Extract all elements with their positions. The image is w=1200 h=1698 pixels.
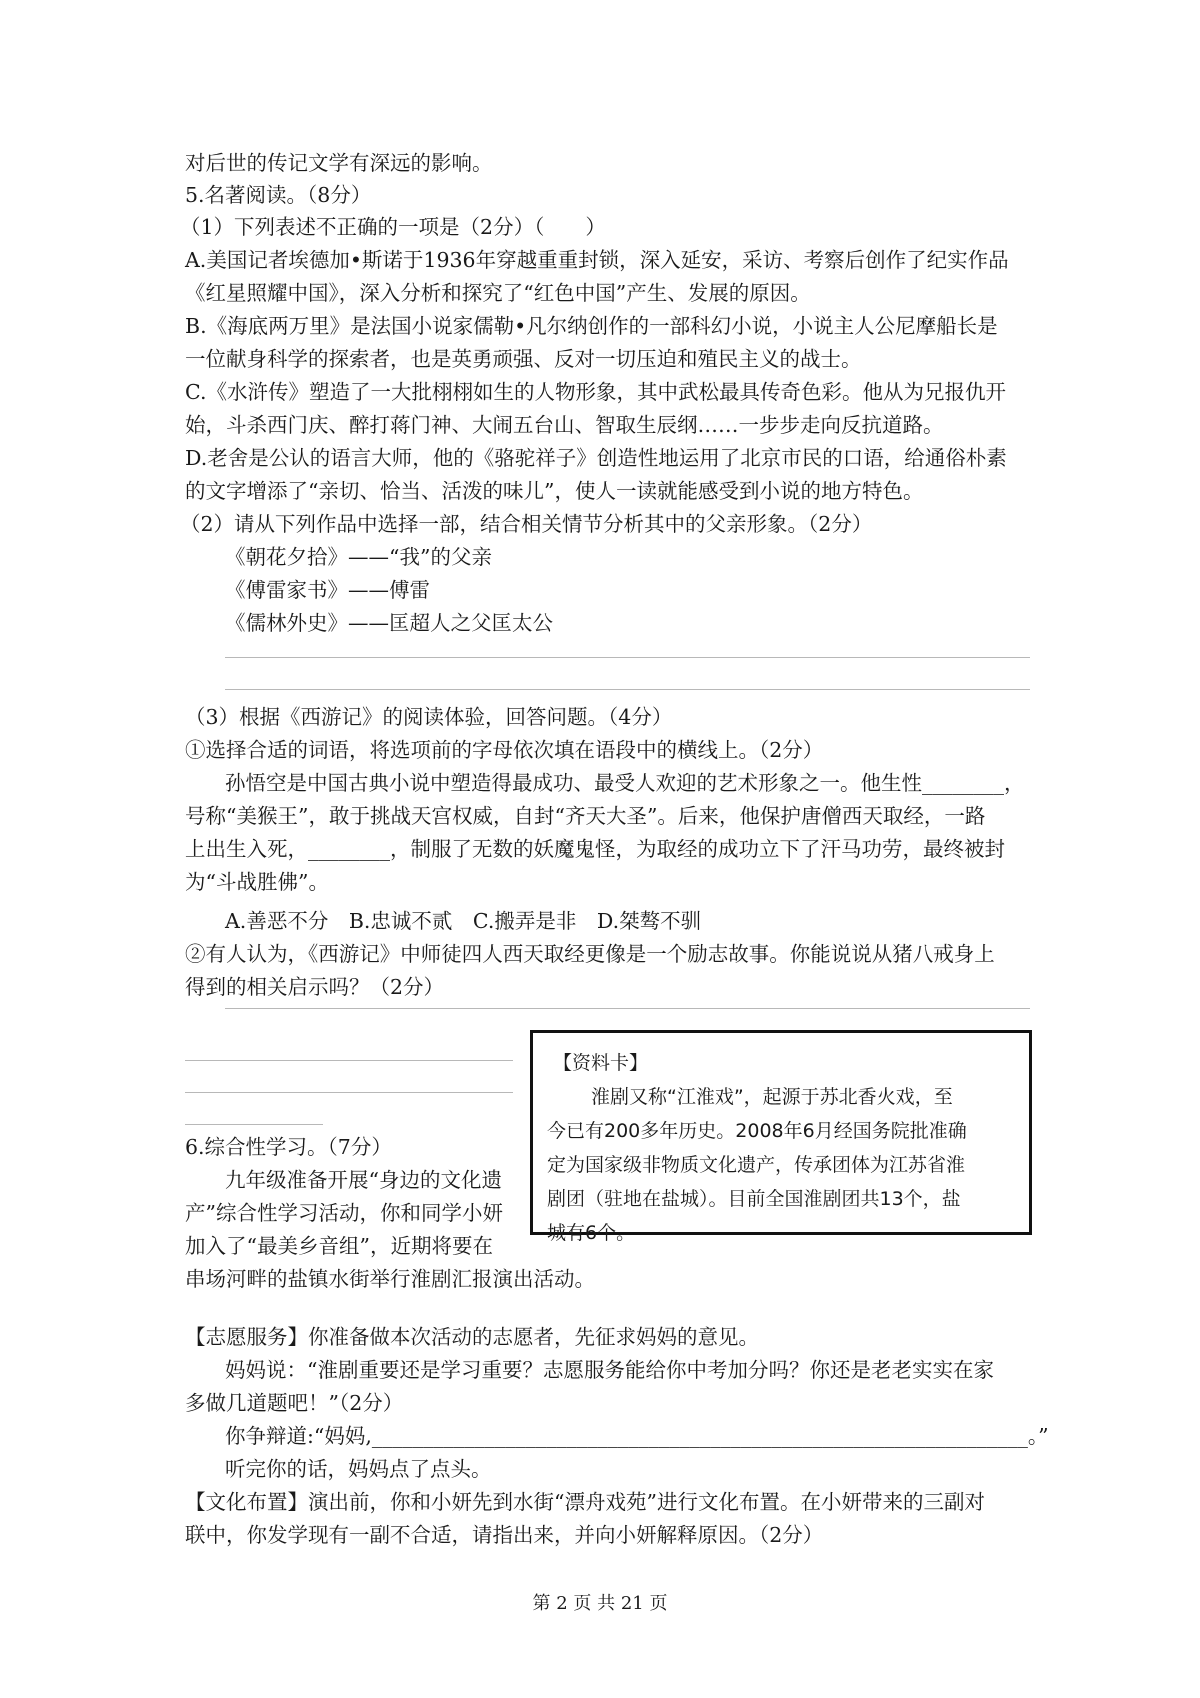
question-6-text: 九年级准备开展“身边的文化遗 bbox=[225, 1168, 502, 1192]
info-card-line: 城有6个。 bbox=[547, 1222, 636, 1244]
option-a-cont: 《红星照耀中国》，深入分析和探究了“红色中国”产生、发展的原因。 bbox=[185, 281, 811, 305]
passage-line: 号称“美猴王”，敢于挑战天宫权威，自封“齐天大圣”。后来，他保护唐僧西天取经，一路 bbox=[185, 804, 986, 828]
info-card-line: 定为国家级非物质文化遗产，传承团体为江苏省淮 bbox=[547, 1154, 966, 1176]
info-card-line: 淮剧又称“江淮戏”，起源于苏北香火戏，至 bbox=[591, 1086, 953, 1108]
question-5-3-2: ②有人认为，《西游记》中师徒四人西天取经更像是一个励志故事。你能说说从猪八戒身上 bbox=[185, 942, 995, 966]
answer-line[interactable] bbox=[185, 1124, 323, 1125]
info-card-line: 剧团（驻地在盐城）。目前全国淮剧团共13个，盐 bbox=[547, 1188, 961, 1210]
answer-line[interactable] bbox=[185, 1060, 513, 1061]
option-d: D.老舍是公认的语言大师，他的《骆驼祥子》创造性地运用了北京市民的口语，给通俗朴素 bbox=[185, 446, 1007, 470]
page-footer: 第 2 页 共 21 页 bbox=[532, 1593, 668, 1614]
answer-line[interactable] bbox=[225, 657, 1030, 658]
mom-response: 听完你的话，妈妈点了点头。 bbox=[225, 1457, 492, 1481]
question-6-text: 串场河畔的盐镇水街举行淮剧汇报演出活动。 bbox=[185, 1267, 595, 1291]
passage-line: 为“斗战胜佛”。 bbox=[185, 870, 329, 894]
question-5-3-2-cont: 得到的相关启示吗？（2分） bbox=[185, 975, 445, 999]
option-c: C.《水浒传》塑造了一大批栩栩如生的人物形象，其中武松最具传奇色彩。他从为兄报仇开 bbox=[185, 380, 1006, 404]
decoration-section: 【文化布置】演出前，你和小妍先到水街“漂舟戏苑”进行文化布置。在小妍带来的三副对 bbox=[185, 1490, 985, 1514]
passage-line: 孙悟空是中国古典小说中塑造得最成功、最受人欢迎的艺术形象之一。他生性________， bbox=[225, 771, 1025, 795]
info-card-line: 今已有200多年历史。2008年6月经国务院批准确 bbox=[547, 1120, 967, 1142]
question-5-1: （1）下列表述不正确的一项是（2分）（ ） bbox=[180, 215, 606, 239]
your-reply-blank[interactable]: 你争辩道:“妈妈,________________________________________________________________。” bbox=[225, 1424, 1049, 1448]
question-6-heading: 6.综合性学习。（7分） bbox=[185, 1135, 392, 1159]
question-6-text: 加入了“最美乡音组”，近期将要在 bbox=[185, 1234, 493, 1258]
work-option-3: 《儒林外史》——匡超人之父匡太公 bbox=[225, 611, 553, 635]
mom-quote-cont: 多做几道题吧！”（2分） bbox=[185, 1391, 404, 1415]
option-d-cont: 的文字增添了“亲切、恰当、活泼的味儿”，使人一读就能感受到小说的地方特色。 bbox=[185, 479, 924, 503]
answer-line[interactable] bbox=[225, 689, 1030, 690]
answer-line[interactable] bbox=[225, 1008, 1030, 1009]
volunteer-section: 【志愿服务】你准备做本次活动的志愿者，先征求妈妈的意见。 bbox=[185, 1325, 759, 1349]
word-choices: A.善恶不分 B.忠诚不贰 C.搬弄是非 D.桀骜不驯 bbox=[225, 909, 702, 933]
info-card-title: 【资料卡】 bbox=[553, 1052, 649, 1074]
question-5-3-1: ①选择合适的词语，将选项前的字母依次填在语段中的横线上。（2分） bbox=[185, 738, 824, 762]
decoration-section-cont: 联中，你发学现有一副不合适，请指出来，并向小妍解释原因。（2分） bbox=[185, 1523, 824, 1547]
info-card bbox=[530, 1030, 1032, 1244]
option-a: A.美国记者埃德加•斯诺于1936年穿越重重封锁，深入延安，采访、考察后创作了纪实作品 bbox=[185, 248, 1009, 272]
passage-line: 上出生入死，________，制服了无数的妖魔鬼怪，为取经的成功立下了汗马功劳，最终被封 bbox=[185, 837, 1005, 861]
mom-quote: 妈妈说：“淮剧重要还是学习重要？志愿服务能给你中考加分吗？你还是老老实实在家 bbox=[225, 1358, 994, 1382]
answer-line[interactable] bbox=[185, 1092, 513, 1093]
text-line: 对后世的传记文学有深远的影响。 bbox=[185, 151, 493, 175]
work-option-1: 《朝花夕拾》——“我”的父亲 bbox=[225, 545, 492, 569]
question-5-heading: 5.名著阅读。（8分） bbox=[185, 183, 372, 207]
option-c-cont: 始，斗杀西门庆、醉打蒋门神、大闹五台山、智取生辰纲……一步步走向反抗道路。 bbox=[185, 413, 944, 437]
question-5-2: （2）请从下列作品中选择一部，结合相关情节分析其中的父亲形象。（2分） bbox=[180, 512, 873, 536]
question-6-text: 产”综合性学习活动，你和同学小妍 bbox=[185, 1201, 503, 1225]
question-5-3: （3）根据《西游记》的阅读体验，回答问题。（4分） bbox=[185, 705, 673, 729]
option-b-cont: 一位献身科学的探索者，也是英勇顽强、反对一切压迫和殖民主义的战士。 bbox=[185, 347, 862, 371]
work-option-2: 《傅雷家书》——傅雷 bbox=[225, 578, 430, 602]
option-b: B.《海底两万里》是法国小说家儒勒•凡尔纳创作的一部科幻小说，小说主人公尼摩船长是 bbox=[185, 314, 998, 338]
